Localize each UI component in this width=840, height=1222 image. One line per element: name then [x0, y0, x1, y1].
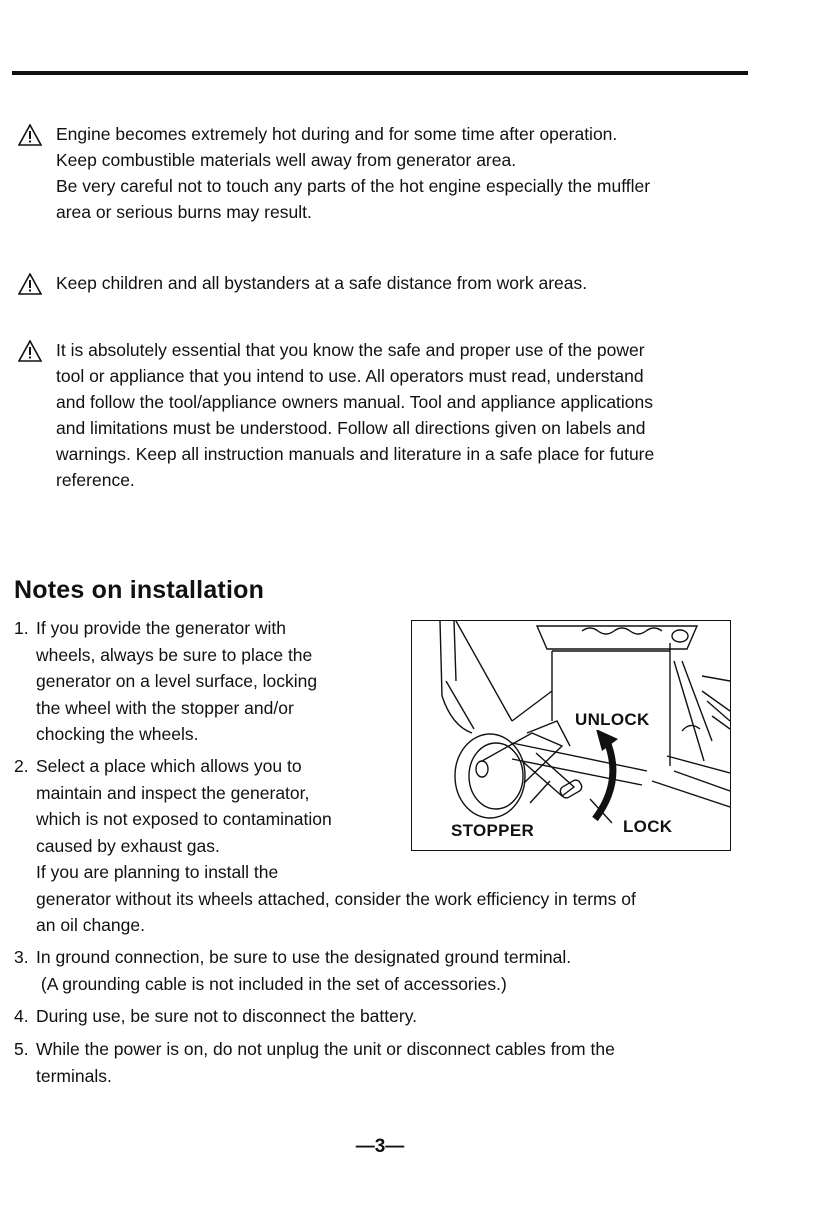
item-line: If you are planning to install the — [36, 862, 279, 882]
item-line: During use, be sure not to disconnect the battery. — [36, 1006, 418, 1026]
item-line: wheels, always be sure to place the — [36, 644, 313, 665]
item-number: 3. — [14, 947, 29, 967]
warning-line: Keep children and all bystanders at a safe distance from work areas. — [56, 273, 588, 293]
warning-bystanders — [18, 270, 748, 296]
item-line: If you provide the generator with — [36, 618, 287, 638]
item-number: 4. — [14, 1006, 29, 1026]
item-line: terminals. — [36, 1065, 112, 1086]
item-line: which is not exposed to contamination — [36, 809, 332, 829]
wheel-stopper-illustration — [412, 621, 731, 851]
item-line: the wheel with the stopper and/or — [36, 697, 294, 718]
stopper-label: STOPPER — [451, 821, 535, 840]
warning-line: It is absolutely essential that you know the safe and proper use of the power — [56, 340, 645, 360]
item-line: While the power is on, do not unplug the unit or disconnect cables from the — [36, 1039, 615, 1059]
wheel-stopper-figure — [411, 620, 731, 851]
item-line: generator on a level surface, locking — [36, 671, 318, 691]
item-number: 1. — [14, 618, 29, 638]
item-line: generator without its wheels attached, consider the work efficiency in terms of — [36, 888, 636, 909]
item-line: caused by exhaust gas. — [36, 835, 220, 856]
page-number: —3— — [355, 1136, 405, 1157]
warning-line: Engine becomes extremely hot during and for some time after operation. — [56, 124, 618, 144]
warning-line: reference. — [56, 470, 135, 490]
lock-label: LOCK — [623, 817, 673, 836]
unlock-label: UNLOCK — [575, 710, 650, 729]
warning-line: area or serious burns may result. — [56, 202, 312, 222]
item-line: In ground connection, be sure to use the designated ground terminal. — [36, 947, 572, 967]
warning-triangle-icon — [18, 270, 56, 296]
item-number: 5. — [14, 1039, 29, 1059]
warning-hot-engine — [18, 121, 748, 225]
section-title: Notes on installation — [14, 576, 265, 604]
warning-line: Keep combustible materials well away from generator area. — [56, 150, 517, 170]
item-line: chocking the wheels. — [36, 724, 199, 744]
item-number: 2. — [14, 756, 29, 776]
item-line: maintain and inspect the generator, — [36, 782, 310, 803]
warning-line: Be very careful not to touch any parts of the hot engine especially the muffler — [56, 176, 651, 196]
item-line: (A grounding cable is not included in the set of accessories.) — [36, 973, 507, 994]
warning-line: and limitations must be understood. Follow all directions given on labels and — [56, 418, 646, 438]
warning-line: tool or appliance that you intend to use. All operators must read, understand — [56, 366, 644, 386]
item-line: an oil change. — [36, 915, 145, 935]
warning-safe-use — [18, 337, 748, 493]
warning-line: and follow the tool/appliance owners manual. Tool and appliance applications — [56, 392, 654, 412]
warning-triangle-icon — [18, 337, 56, 493]
warning-line: warnings. Keep all instruction manuals and literature in a safe place for future — [56, 444, 655, 464]
top-rule — [12, 71, 748, 75]
warning-triangle-icon — [18, 121, 56, 225]
item-line: Select a place which allows you to — [36, 756, 302, 776]
